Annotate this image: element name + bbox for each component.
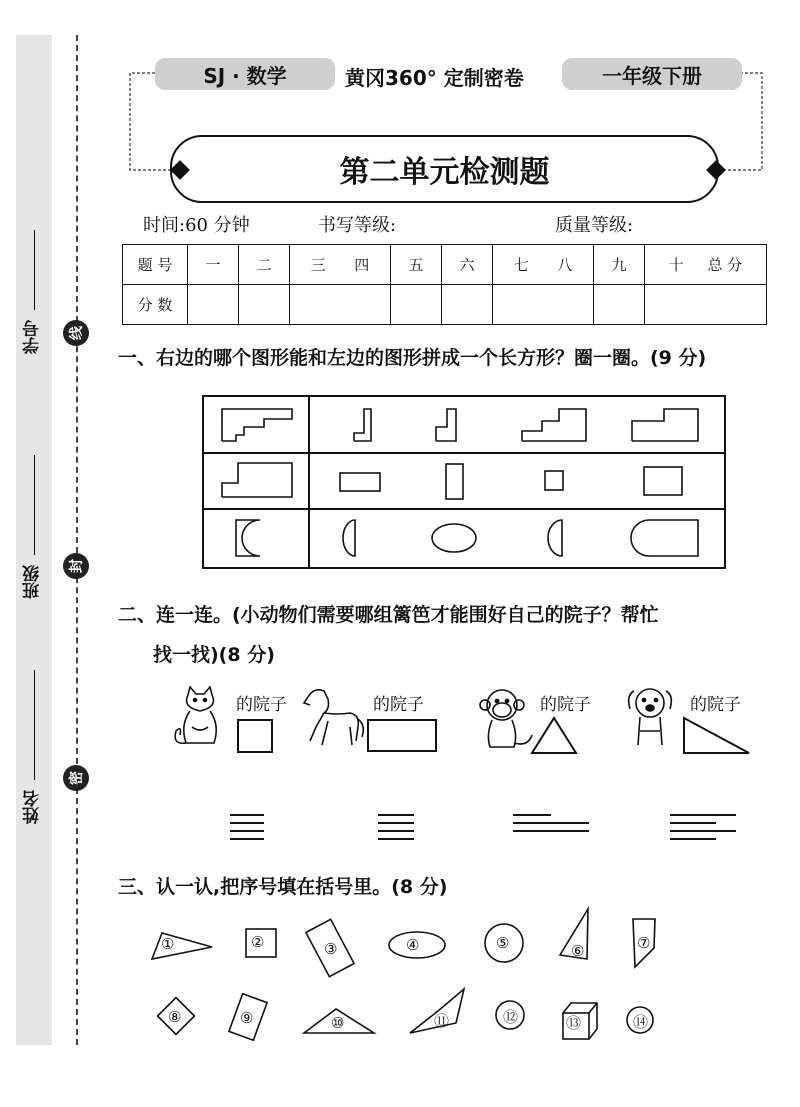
name-blank[interactable] bbox=[34, 670, 35, 780]
student-id-label: 学号 bbox=[23, 320, 43, 354]
score-header-cell: 三 四 bbox=[290, 245, 391, 285]
subject-badge: SJ · 数学 bbox=[155, 58, 335, 90]
option-shape bbox=[522, 409, 586, 441]
monkey-icon bbox=[476, 685, 538, 755]
score-header-cell: 题 号 bbox=[123, 245, 188, 285]
seal-seal-badge: 封 bbox=[63, 553, 89, 579]
triangle-yard-shape bbox=[530, 716, 578, 756]
score-cell[interactable] bbox=[391, 285, 442, 325]
grade-badge: 一年级下册 bbox=[562, 58, 742, 90]
step-shape-left bbox=[222, 463, 292, 497]
option-shape bbox=[632, 409, 698, 441]
option-shape bbox=[432, 524, 476, 552]
score-cell[interactable] bbox=[290, 285, 391, 325]
seal-secret-badge: 密 bbox=[63, 765, 89, 791]
score-cell[interactable] bbox=[442, 285, 493, 325]
quality-grade: 质量等级: bbox=[555, 215, 634, 236]
score-header-cell: 五 bbox=[391, 245, 442, 285]
student-id-blank[interactable] bbox=[34, 230, 35, 310]
crescent-shape-left bbox=[236, 520, 260, 556]
fence-option-3[interactable] bbox=[513, 814, 589, 838]
horse-icon bbox=[300, 685, 365, 755]
option-shape bbox=[446, 464, 463, 499]
score-table bbox=[122, 244, 767, 325]
option-shape bbox=[644, 467, 682, 495]
horse-yard-label: 的院子 bbox=[373, 695, 424, 715]
binding-dashed-line bbox=[76, 35, 78, 1045]
score-header-cell: 一 bbox=[188, 245, 239, 285]
shape-number: ⑬ bbox=[566, 1014, 582, 1032]
shape-number: ⑦ bbox=[637, 934, 651, 952]
shape-number: ⑩ bbox=[331, 1014, 345, 1032]
name-label: 姓名 bbox=[23, 790, 43, 824]
shape-number: ② bbox=[251, 933, 265, 951]
fence-option-4[interactable] bbox=[670, 814, 736, 846]
writing-grade: 书写等级: bbox=[318, 215, 397, 236]
shape-match-grid bbox=[202, 395, 726, 569]
question-1-title: 一、右边的哪个图形能和左边的图形拼成一个长方形？圈一圈。(9 分) bbox=[118, 347, 707, 369]
shape-number: ⑥ bbox=[571, 942, 585, 960]
shape-number: ① bbox=[161, 935, 175, 953]
rectangle-yard-shape bbox=[366, 718, 438, 754]
shape-number: ⑤ bbox=[496, 934, 510, 952]
option-shape bbox=[548, 520, 562, 556]
option-shape bbox=[631, 520, 698, 556]
shape-number: ④ bbox=[406, 936, 420, 954]
score-cell[interactable] bbox=[594, 285, 645, 325]
shape-match-shapes bbox=[204, 397, 724, 567]
cat-yard-label: 的院子 bbox=[236, 695, 287, 715]
class-blank[interactable] bbox=[34, 455, 35, 555]
score-cell[interactable] bbox=[188, 285, 239, 325]
right-triangle-yard-shape bbox=[682, 716, 752, 756]
fence-option-2[interactable] bbox=[378, 814, 414, 846]
score-cell[interactable] bbox=[239, 285, 290, 325]
question-3-title: 三、认一认,把序号填在括号里。(8 分) bbox=[118, 876, 448, 898]
score-header-cell: 九 bbox=[594, 245, 645, 285]
option-shape bbox=[354, 409, 371, 441]
score-cell[interactable] bbox=[493, 285, 594, 325]
score-header-cell: 六 bbox=[442, 245, 493, 285]
stair-shape-left bbox=[222, 409, 292, 441]
class-label: 班级 bbox=[23, 565, 43, 599]
dog-yard-label: 的院子 bbox=[690, 695, 741, 715]
brand-text: 黄冈360° 定制密卷 bbox=[345, 66, 524, 90]
score-table-score-row bbox=[123, 285, 767, 325]
shape-number: ⑨ bbox=[240, 1009, 254, 1027]
cat-icon bbox=[170, 685, 230, 755]
score-header-cell: 七 八 bbox=[493, 245, 594, 285]
seal-line-badge: 线 bbox=[63, 320, 89, 346]
page-title: 第二单元检测题 bbox=[170, 135, 719, 203]
fence-option-1[interactable] bbox=[230, 814, 264, 846]
option-shape bbox=[436, 409, 456, 441]
shape-number: ⑧ bbox=[168, 1008, 182, 1026]
score-header-cell: 二 bbox=[239, 245, 290, 285]
option-shape bbox=[343, 520, 355, 556]
shape-number: ⑪ bbox=[434, 1012, 450, 1030]
shape-number: ⑫ bbox=[503, 1008, 519, 1026]
score-row-label: 分 数 bbox=[123, 285, 188, 325]
shape-number: ⑭ bbox=[633, 1013, 649, 1031]
score-table-header-row bbox=[123, 245, 767, 285]
option-shape bbox=[545, 471, 563, 490]
question-2-title-line2: 找一找)(8 分) bbox=[153, 644, 275, 666]
monkey-yard-label: 的院子 bbox=[540, 695, 591, 715]
question-2-title-line1: 二、连一连。(小动物们需要哪组篱笆才能围好自己的院子？帮忙 bbox=[118, 604, 659, 626]
option-shape bbox=[340, 473, 380, 491]
shape-number: ③ bbox=[324, 940, 338, 958]
score-header-cell: 十 总 分 bbox=[645, 245, 767, 285]
score-cell[interactable] bbox=[645, 285, 767, 325]
square-yard-shape bbox=[236, 718, 276, 756]
time-info: 时间:60 分钟 bbox=[143, 215, 250, 236]
dog-icon bbox=[624, 685, 676, 755]
